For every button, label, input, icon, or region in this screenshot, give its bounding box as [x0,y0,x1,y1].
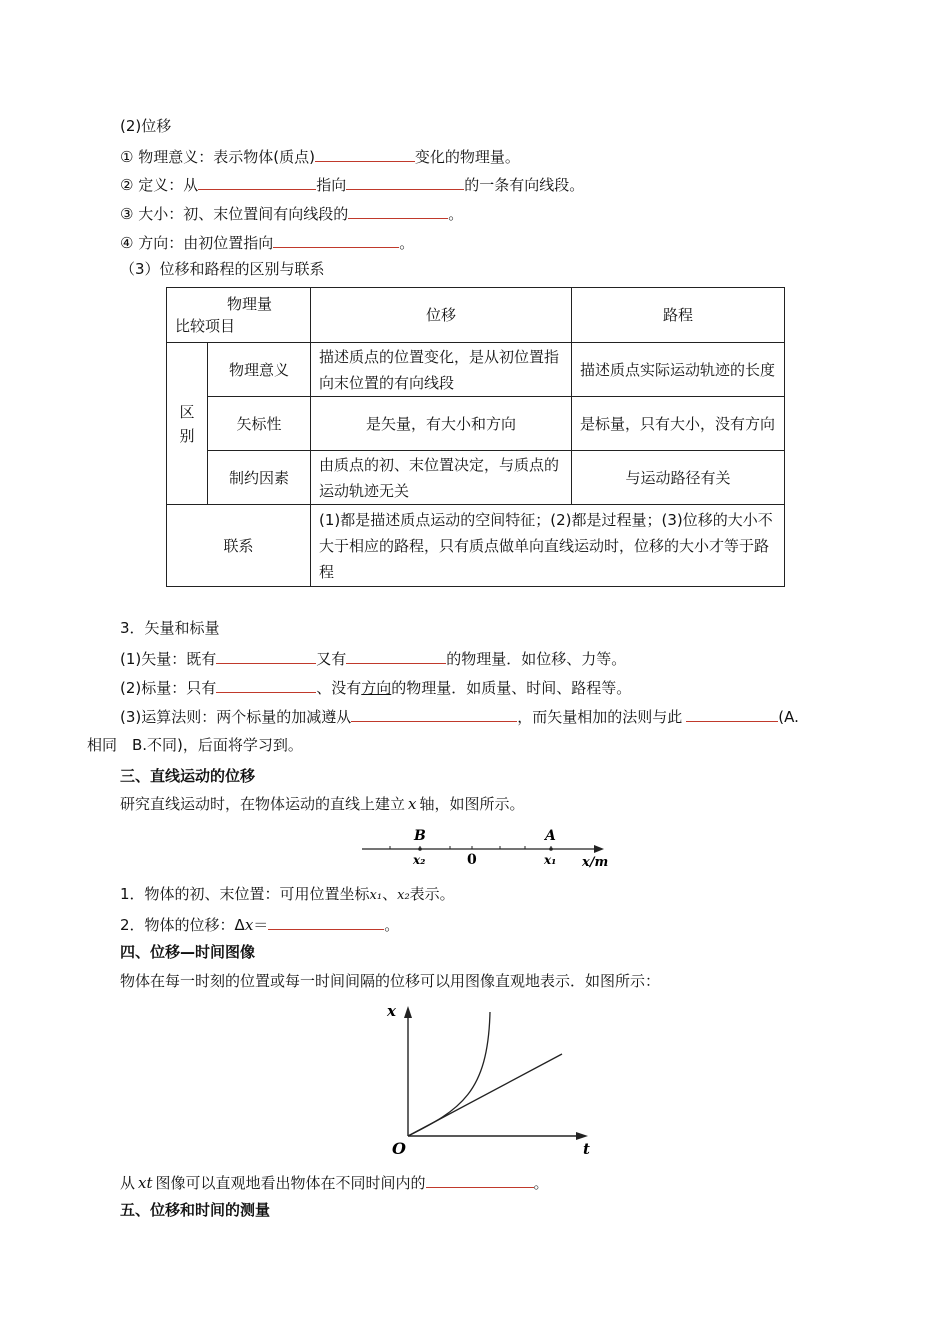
table-cell: 是标量，只有大小，没有方向 [572,397,785,451]
row-label: 物理意义 [208,343,311,397]
p2-pre: 2．物体的位移：Δ [120,916,245,934]
p2-post: 。 [384,916,400,934]
tick-label-0: 0 [467,852,477,868]
link-label: 联系 [167,505,311,587]
sec2-item3-post: 。 [448,205,464,223]
fill-blank[interactable] [273,231,399,248]
vec-line3-cont: 相同 B.不同)，后面将学习到。 [87,736,303,754]
table-cell: 描述质点实际运动轨迹的长度 [572,343,785,397]
vec-line1 [120,647,626,669]
vec-l3-post: (A. [778,708,799,726]
p1-v2: x₂ [397,888,410,903]
vec-l1-post: 的物理量．如位移、力等。 [446,650,627,668]
fill-blank[interactable] [351,705,517,722]
sec2-item1-pre: ① 物理意义：表示物体(质点) [120,148,315,166]
vec-l2-pre: (2)标量：只有 [120,679,217,697]
line-motion-intro [120,794,525,814]
point-b [418,847,422,851]
vec-line3 [120,705,799,727]
fill-blank[interactable] [216,676,316,693]
table-cell: 由质点的初、末位置决定，与质点的运动轨迹无关 [311,451,572,505]
p1-sep: 、 [382,885,398,903]
sec2-title: (2)位移 [120,117,172,135]
sec2-item4-post: 。 [399,234,415,252]
heading-xt: 四、位移—时间图像 [120,943,256,961]
vec-l1-mid: 又有 [316,650,347,668]
row-label: 矢标性 [208,397,311,451]
sec2-item4-pre: ④ 方向：由初位置指向 [120,234,274,252]
heading-line-motion: 三、直线运动的位移 [120,767,256,785]
axis-x-label: x [387,1002,396,1020]
p1-post: 表示。 [409,885,455,903]
table-cell: 描述质点的位置变化，是从初位置指向末位置的有向线段 [311,343,572,397]
axis-arrow [594,845,604,853]
p2-eq: ＝ [253,916,269,934]
line-motion-p2 [120,913,399,935]
fill-blank[interactable] [216,647,316,664]
xt-graph [380,998,610,1160]
number-line-figure [360,822,620,872]
col-header-displacement: 位移 [311,288,572,343]
fill-blank[interactable] [198,173,316,190]
label-b: B [414,828,426,844]
sec2-item4 [120,231,414,253]
sec2-item2 [120,173,584,195]
sec2-item3-pre: ③ 大小：初、末位置间有向线段的 [120,205,349,223]
point-a [549,847,553,851]
fill-blank[interactable] [348,202,448,219]
corner-top: 物理量 [227,295,273,313]
axis-unit-label: x/m [582,855,609,870]
tick-label-x2: x₂ [413,853,426,867]
fill-blank[interactable] [268,913,384,930]
vec-l3-pre: (3)运算法则：两个标量的加减遵从 [120,708,352,726]
sec2-item3 [120,202,463,224]
fill-blank[interactable] [315,145,415,162]
vec-l3-mid: ，而矢量相加的法则与此 [517,708,683,726]
vec-title: 3．矢量和标量 [120,619,220,637]
vec-l2-mid: 、没有 [316,679,362,697]
xt-after-mid: 图像可以直观地看出物体在不同时间内的 [155,1174,426,1192]
fill-blank[interactable] [346,173,464,190]
sec2-item1 [120,145,520,167]
p2-var: x [244,916,254,934]
heading-measure: 五、位移和时间的测量 [120,1201,271,1219]
sec2-item1-post: 变化的物理量。 [414,148,520,166]
vec-l1-pre: (1)矢量：既有 [120,650,217,668]
fill-blank[interactable] [686,705,778,722]
table-corner [167,288,311,343]
xt-after-post: 。 [533,1174,549,1192]
intro-post: 轴，如图所示。 [419,795,525,813]
sec2-item2-mid: 指向 [316,176,347,194]
axis-t-label: t [583,1140,590,1158]
table-cell: 与运动路径有关 [572,451,785,505]
t-axis-arrow [576,1132,588,1140]
group-label-diff: 区别 [167,343,208,505]
xt-curve [408,1012,490,1136]
vec-l2-post: 的物理量．如质量、时间、路程等。 [391,679,632,697]
sec2-item2-pre: ② 定义：从 [120,176,199,194]
origin-label: O [392,1139,406,1158]
p1-pre: 1．物体的初、末位置：可用位置坐标 [120,885,370,903]
vec-line2 [120,676,631,698]
comparison-table [166,287,785,587]
sec2-item2-post: 的一条有向线段。 [464,176,585,194]
fill-blank[interactable] [346,647,446,664]
intro-var: x [408,795,417,813]
xt-after [120,1171,549,1193]
table-cell: 是矢量，有大小和方向 [311,397,572,451]
line-motion-p1 [120,884,455,906]
label-a: A [545,828,556,844]
row-label: 制约因素 [208,451,311,505]
xt-intro: 物体在每一时刻的位置或每一时间间隔的位移可以用图像直观地表示．如图所示： [120,972,661,990]
col-header-path: 路程 [572,288,785,343]
sec3-title: （3）位移和路程的区别与联系 [120,260,325,278]
xt-after-var: xt [138,1174,153,1192]
tick-label-x1: x₁ [544,853,557,867]
xt-after-pre: 从 [120,1174,136,1192]
link-text: (1)都是描述质点运动的空间特征；(2)都是过程量；(3)位移的大小不大于相应的路程，只有质点做单向直线运动时，位移的大小才等于路程 [311,505,785,587]
x-axis-arrow [404,1006,412,1018]
intro-pre: 研究直线运动时，在物体运动的直线上建立 [120,795,406,813]
fill-blank[interactable] [426,1171,534,1188]
vec-l2-underlined: 方向 [361,679,392,697]
p1-v1: x₁ [369,888,383,903]
corner-bottom: 比较项目 [175,317,236,335]
